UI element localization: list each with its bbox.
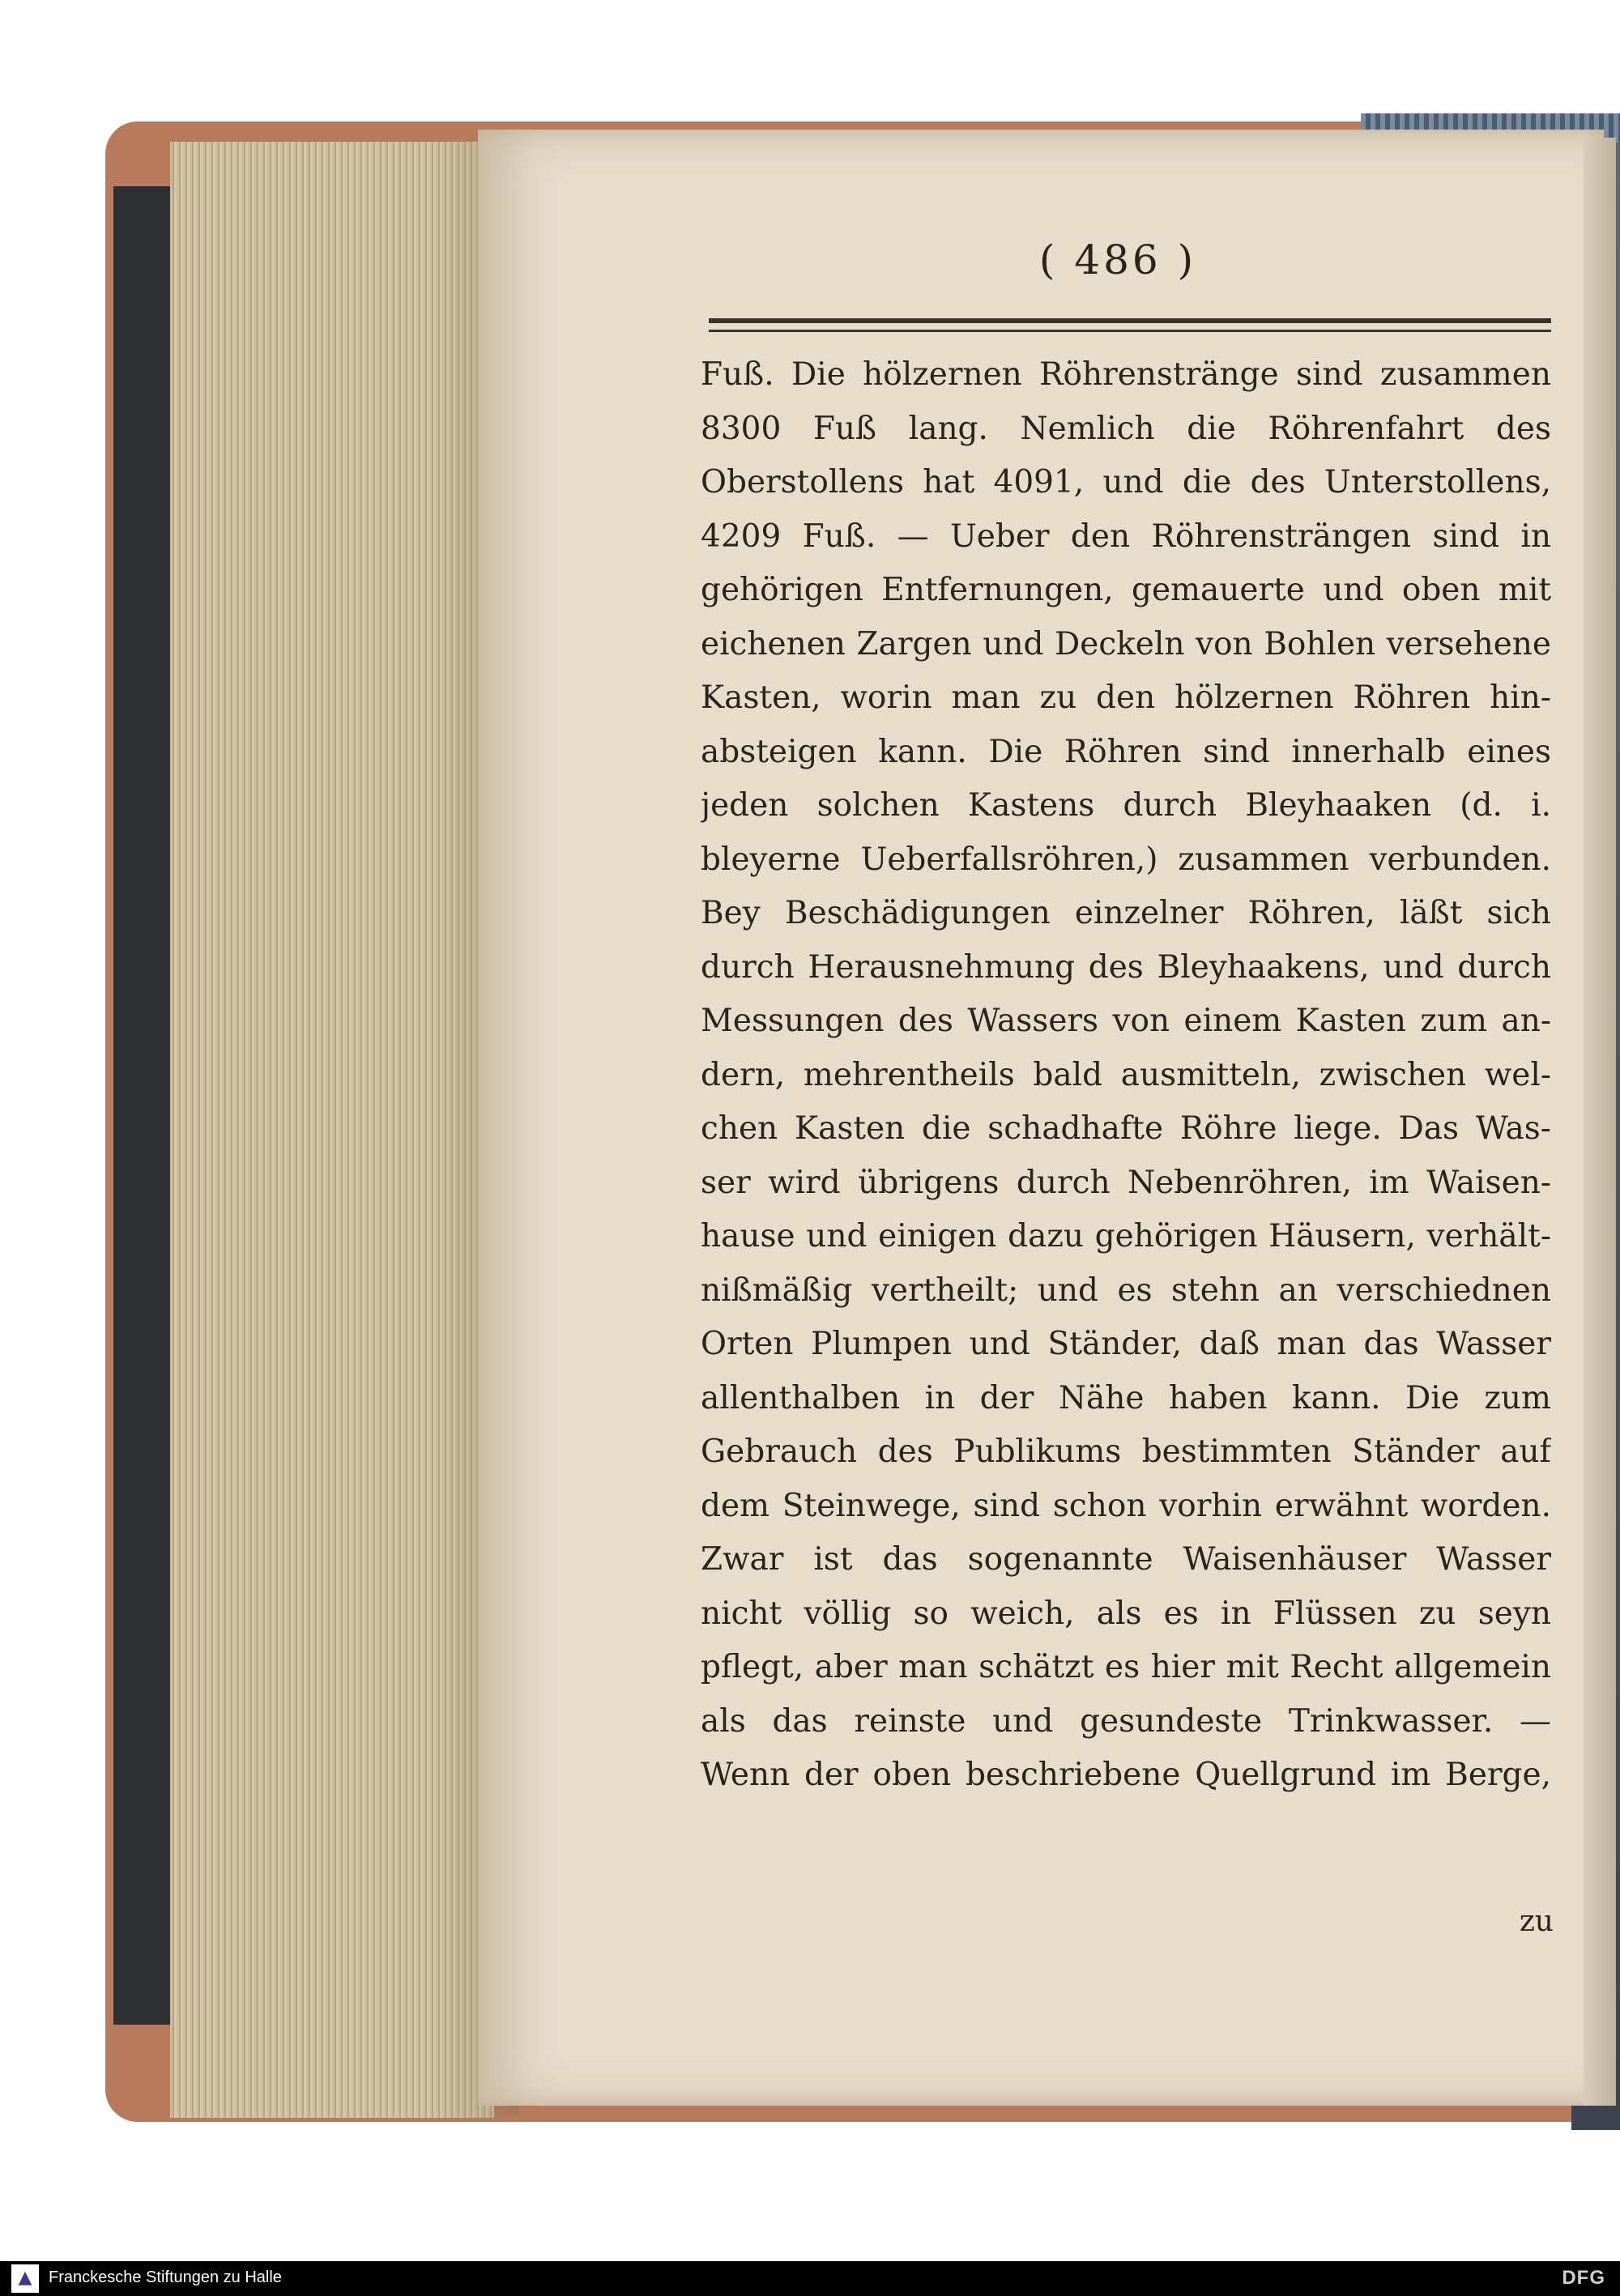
text-line: 8300 Fuß lang. Nemlich die Röhrenfahrt des <box>701 410 1551 447</box>
text-line: jeden solchen Kastens durch Bleyhaaken (d. i. <box>701 787 1551 824</box>
text-line: Orten Plumpen und Ständer, daß man das Wasser <box>701 1326 1551 1362</box>
page-right-edge <box>1584 138 1616 2106</box>
text-line: durch Herausnehmung des Bleyhaakens, und durch <box>701 948 1551 986</box>
page-number: ( 486 ) <box>1038 236 1197 283</box>
text-line: Fuß. Die hölzernen Röhrenstränge sind zusammen <box>701 356 1551 393</box>
text-line: nißmäßig vertheilt; und es stehn an verschiednen <box>701 1272 1551 1309</box>
text-line: eichenen Zargen und Deckeln von Bohlen versehene <box>701 625 1551 662</box>
text-line: Messungen des Wassers von einem Kasten zum an- <box>701 1003 1551 1039</box>
catchword: zu <box>1519 1905 1554 1938</box>
viewer-footer <box>0 2261 1620 2296</box>
text-line: als das reinste und gesundeste Trinkwasser. — <box>701 1702 1551 1740</box>
text-line: chen Kasten die schadhafte Röhre liege. Das Was- <box>701 1110 1551 1147</box>
dfg-logo[interactable]: DFG <box>1562 2267 1605 2289</box>
text-line: allenthalben in der Nähe haben kann. Die zum <box>701 1379 1551 1416</box>
text-line: hause und einigen dazu gehörigen Häusern, verhält- <box>701 1218 1551 1254</box>
text-line: Kasten, worin man zu den hölzernen Röhren hin- <box>701 679 1551 716</box>
text-line: pflegt, aber man schätzt es hier mit Recht allgemein <box>701 1649 1551 1685</box>
page-body-text <box>701 348 1551 1803</box>
header-rule-thin <box>709 330 1551 332</box>
text-line: bleyerne Ueberfallsröhren,) zusammen verbunden. <box>701 841 1551 878</box>
text-line: Gebrauch des Publikums bestimmten Ständer auf <box>701 1433 1551 1470</box>
text-line: Wenn der oben beschriebene Quellgrund im Berge, <box>701 1757 1551 1793</box>
text-line: Bey Beschädigungen einzelner Röhren, läßt sich <box>701 895 1551 931</box>
franckesche-stiftungen-logo-icon[interactable]: ▲ <box>11 2264 39 2293</box>
header-rule <box>709 318 1551 323</box>
text-line: 4209 Fuß. — Ueber den Röhrensträngen sind in <box>701 518 1551 555</box>
text-line: Oberstollens hat 4091, und die des Unterstollens, <box>701 464 1551 501</box>
text-line: dem Steinwege, sind schon vorhin erwähnt worden. <box>701 1487 1551 1524</box>
source-label[interactable]: Franckesche Stiftungen zu Halle <box>49 2268 282 2286</box>
text-line: nicht völlig so weich, als es in Flüssen zu seyn <box>701 1595 1551 1632</box>
text-line: Zwar ist das sogenannte Waisenhäuser Wasser <box>701 1541 1551 1578</box>
text-line: dern, mehrentheils bald ausmitteln, zwischen wel- <box>701 1056 1551 1093</box>
text-line: gehörigen Entfernungen, gemauerte und oben mit <box>701 572 1551 608</box>
text-line: ser wird übrigens durch Nebenröhren, im Waisen- <box>701 1164 1551 1201</box>
text-line: absteigen kann. Die Röhren sind innerhalb eines <box>701 733 1551 770</box>
